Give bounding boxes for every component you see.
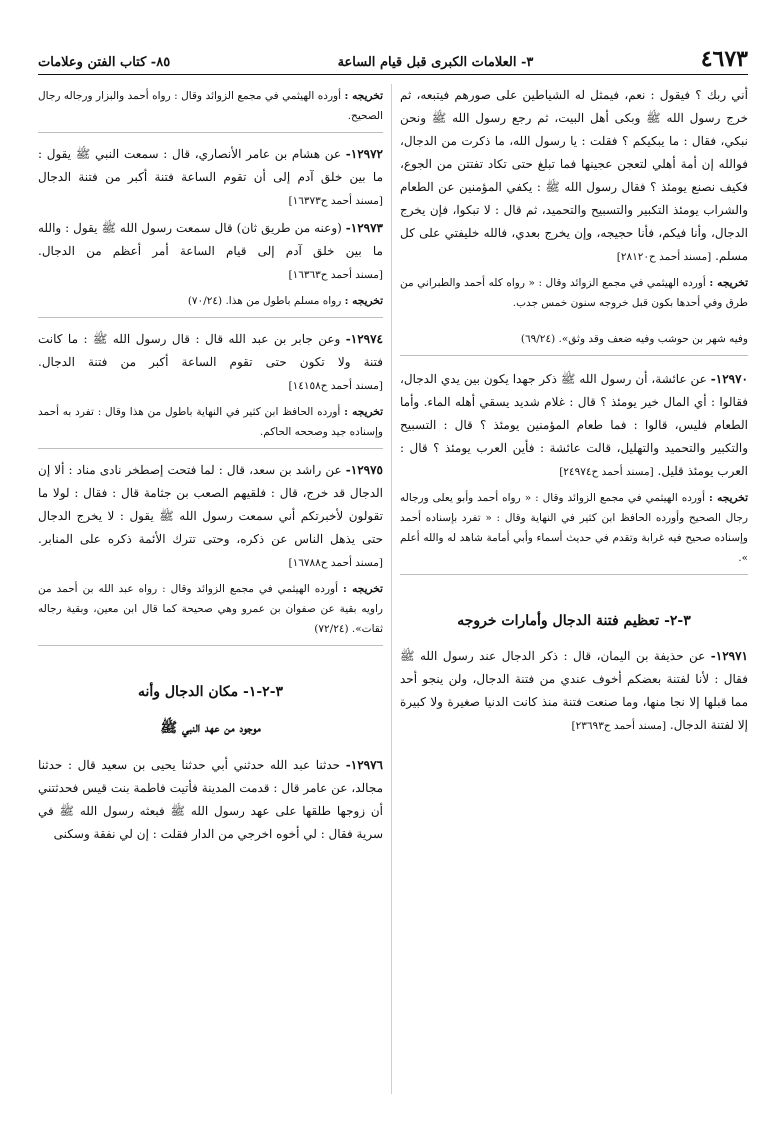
hadith-text: عن هشام بن عامر الأنصاري، قال : سمعت النبي ﷺ يقول : ما بين خلق آدم إلى أن تقوم الساعة فتنة أكبر من فتنة الدجال: [38, 147, 383, 184]
takhrij-note: [38, 291, 383, 318]
hadith-12974: [38, 328, 383, 398]
takhrij-label: تخريجه :: [709, 492, 749, 504]
takhrij-label: تخريجه :: [344, 295, 383, 307]
chapter-title: ٣- العلامات الكبرى قبل قيام الساعة: [337, 55, 534, 70]
takhrij-text: أورده الهيثمي في مجمع الزوائد وقال : رواه أحمد والبزار ورجاله رجال الصحيح.: [38, 90, 383, 122]
hadith-text: حدثنا عبد الله حدثني أبي حدثنا يحيى بن سعيد قال : حدثنا مجالد، عن عامر قال : قدمت المدينة فأتيت فاطمة بنت قيس فحدثتني أن زوجها طلقها على عهد رسول الله ﷺ فبعثه رسول الله ﷺ في سرية فقال : لي أخوه اخرجي من الدار فقلت : إن لي نفقة وسكنى: [38, 758, 383, 841]
hadith-12972: [38, 143, 383, 213]
takhrij-label: تخريجه :: [344, 90, 383, 102]
hadith-number: ١٢٩٧١-: [710, 649, 748, 663]
hadith-reference: [مسند أحمد ح١٦٣٧٣]: [288, 195, 383, 207]
hadith-continuation: [400, 84, 748, 269]
takhrij-text: أورده الهيثمي في مجمع الزوائد وقال : « رواه كله أحمد والطبراني من طرق وفي أحدها بكون قبل خروجه سنون خمس جدب.: [400, 277, 748, 309]
book-title: ٨٥- كتاب الفتن وعلامات: [38, 55, 171, 70]
hadith-number: ١٢٩٧٦-: [345, 758, 383, 772]
section-title: ٣-٢-١- مكان الدجال وأنه: [137, 684, 284, 700]
takhrij-note: [38, 402, 383, 449]
page-number: ٤٦٧٣: [700, 46, 748, 72]
footnote: وفيه شهر بن حوشب وفيه ضعف وقد وثق». (٦٩/٢٤): [400, 329, 748, 356]
hadith-12970: [400, 368, 748, 484]
hadith-number: ١٢٩٧٤-: [345, 332, 383, 346]
hadith-number: ١٢٩٧٥-: [345, 463, 383, 477]
hadith-text: (وعنه من طريق ثان) قال سمعت رسول الله ﷺ يقول : والله ما بين خلق آدم إلى قيام الساعة أمر أعظم من الدجال.: [38, 221, 383, 258]
takhrij-text: رواه مسلم باطول من هذا. (٧٠/٢٤): [187, 295, 342, 307]
page-header: [38, 40, 748, 75]
hadith-reference: [مسند أحمد ح٢٣٦٩٣]: [571, 720, 667, 732]
hadith-text: عن حذيفة بن اليمان، قال : ذكر الدجال عند رسول الله ﷺ فقال : لأنا لفتنة بعضكم أخوف عندي من فتنة الدجال، ولن ينجو أحد مما قبلها إلا نجا منها، وما صنعت فتنة منذ كانت الدنيا صغيرة ولا كبيرة إلا لفتنة الدجال.: [400, 649, 748, 732]
hadith-number: ١٢٩٧٠-: [710, 372, 748, 386]
takhrij-text: أورده الحافظ ابن كثير في النهاية باطول من هذا وقال : تفرد به أحمد وإسناده جيد وصححه الحاكم.: [38, 406, 383, 438]
takhrij-note: [38, 579, 383, 646]
takhrij-note: [400, 273, 748, 319]
hadith-reference: [مسند أحمد ح١٦٣٦٣]: [288, 269, 383, 281]
takhrij-note: [38, 86, 383, 133]
hadith-12973: [38, 217, 383, 287]
left-column: [38, 84, 383, 850]
takhrij-label: تخريجه :: [344, 406, 384, 418]
takhrij-text: أورده الهيثمي في مجمع الزوائد وقال : رواه عبد الله بن أحمد من راويه بقية عن صفوان بن عمرو وهي صحيحة كما قال ابن معين، وبقية رجاله ثقات». (٧٢/٢٤): [38, 583, 383, 635]
takhrij-label: تخريجه :: [709, 277, 749, 289]
hadith-reference: [مسند أحمد ح١٤١٥٨]: [288, 380, 383, 392]
right-column: [400, 84, 748, 742]
section-subtitle: موجود من عهد النبي ﷺ: [160, 720, 261, 736]
section-title: ٣-٢- تعظيم فتنة الدجال وأمارات خروجه: [457, 613, 691, 629]
hadith-number: ١٢٩٧٢-: [345, 147, 383, 161]
takhrij-label: تخريجه :: [342, 583, 383, 595]
column-divider: [391, 84, 392, 1094]
hadith-reference: [مسند أحمد ح٢٤٩٧٤]: [559, 466, 654, 478]
hadith-text: وعن جابر بن عبد الله قال : قال رسول الله ﷺ : ما كانت فتنة ولا تكون حتى تقوم الساعة أكبر من فتنة الدجال.: [38, 332, 383, 369]
hadith-12975: [38, 459, 383, 575]
takhrij-note: [400, 488, 748, 575]
hadith-12976: [38, 754, 383, 846]
hadith-reference: [مسند أحمد ح٢٨١٢٠]: [616, 251, 712, 263]
hadith-reference: [مسند أحمد ح١٦٧٨٨]: [288, 557, 383, 569]
hadith-12971: [400, 645, 748, 738]
hadith-text: أني ربك ؟ فيقول : نعم، فيمثل له الشياطين على صورهم فيتبعه، ثم خرج رسول الله ﷺ وبكى أهل البيت، ثم رجع رسول الله ﷺ ونحن نبكي، فقال : ما يبكيكم ؟ فقلت : يا رسول الله، ما ذكرت من الدجال، فوالله إن أمة أهلي لتعجن عجينها فما تبلغ حتى تكاد تفتتن من الجوع، فكيف نصنع يومئذ ؟ فقال رسول الله ﷺ : يكفي المؤمنين عن الطعام والشراب يومئذ التكبير والتسبيح والتحميد، ثم قال : لا تبكوا، فإن يخرج الدجال، وأنا فيكم، فأنا حجيجه، وإن يخرج بعدي، فالله خليفتي على كل مسلم.: [400, 88, 748, 263]
hadith-text: عن عائشة، أن رسول الله ﷺ ذكر جهدا يكون بين يدي الدجال، فقالوا : أي المال خير يومئذ ؟ قال : غلام شديد يسقي أهله الماء. وأما الطعام فليس، قالوا : فما طعام المؤمنين يومئذ ؟ قال : التسبيح والتكبير والتحميد والتهليل، قالت عائشة : فأين العرب يومئذ ؟ قال : العرب يومئذ قليل.: [400, 372, 748, 478]
takhrij-text: أورده الهيثمي في مجمع الزوائد وقال : « رواه أحمد وأبو يعلى ورجاله رجال الصحيح وأورده الحافظ ابن كثير في النهاية وقال : « تفرد بإسناده أحمد وإسناده صحيح فيه غرابة وتقدم في حديث أسماء وأبي أمامة شاهد له والله أعلم ».: [400, 492, 748, 564]
hadith-number: ١٢٩٧٣-: [345, 221, 383, 235]
hadith-text: عن راشد بن سعد، قال : لما فتحت إصطخر نادى مناد : ألا إن الدجال قد خرج، قال : فلقيهم الصعب بن جثامة قال : فقال : لولا ما تقولون لأخبرتكم أني سمعت رسول الله ﷺ يقول : لا يخرج الدجال حتى يذهل الناس عن ذكره، وحتى تترك الأئمة ذكره على المنابر.: [38, 463, 383, 546]
